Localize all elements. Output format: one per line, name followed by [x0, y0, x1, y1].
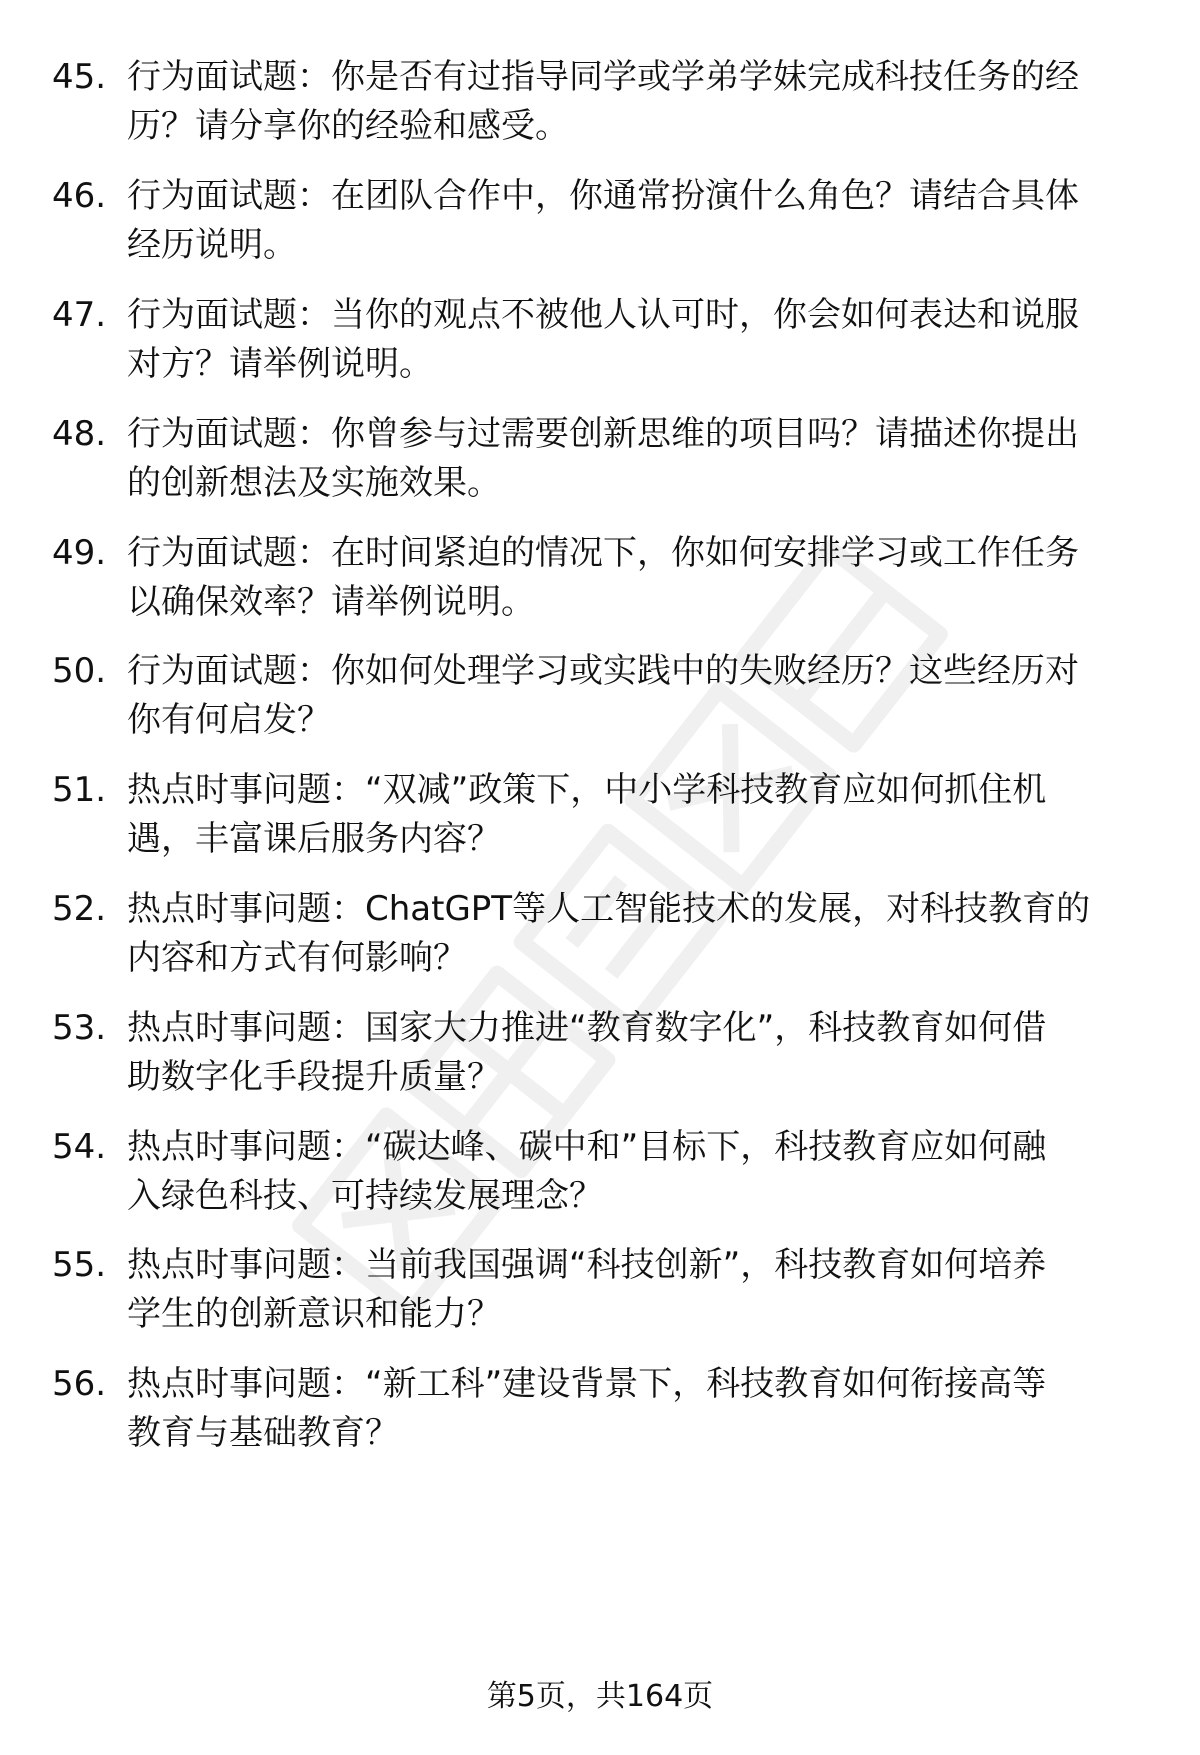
question-number: 49.	[52, 533, 107, 573]
question-number: 52.	[52, 889, 107, 929]
list-item	[52, 409, 1152, 509]
question-text-line: 行为面试题：在团队合作中，你通常扮演什么角色？请结合具体	[127, 176, 1079, 216]
question-text-line: 以确保效率？请举例说明。	[127, 582, 535, 622]
question-text-line: 学生的创新意识和能力？	[127, 1294, 501, 1334]
question-number: 56.	[52, 1364, 107, 1404]
list-item	[52, 1003, 1152, 1103]
question-text-line: 历？请分享你的经验和感受。	[127, 106, 569, 146]
list-item	[52, 528, 1152, 628]
question-text-line: 行为面试题：当你的观点不被他人认可时，你会如何表达和说服	[127, 295, 1079, 335]
question-number: 48.	[52, 414, 107, 454]
question-number: 45.	[52, 57, 107, 97]
question-number: 46.	[52, 176, 107, 216]
question-text-line: 的创新想法及实施效果。	[127, 463, 501, 503]
question-number: 50.	[52, 651, 107, 691]
question-text-line: 热点时事问题：国家大力推进“教育数字化”，科技教育如何借	[127, 1008, 1047, 1048]
question-text-line: 行为面试题：你是否有过指导同学或学弟学妹完成科技任务的经	[127, 57, 1079, 97]
list-item	[52, 765, 1152, 865]
question-text-line: 热点时事问题：“双减”政策下，中小学科技教育应如何抓住机	[127, 770, 1047, 810]
question-text-line: 行为面试题：你如何处理学习或实践中的失败经历？这些经历对	[127, 651, 1079, 691]
list-item	[52, 52, 1152, 152]
question-number: 51.	[52, 770, 107, 810]
question-text-line: 助数字化手段提升质量？	[127, 1057, 501, 1097]
question-number: 55.	[52, 1245, 107, 1285]
question-text-line: 行为面试题：你曾参与过需要创新思维的项目吗？请描述你提出	[127, 414, 1079, 454]
question-text-line: 内容和方式有何影响？	[127, 938, 467, 978]
question-text-line: 热点时事问题：“新工科”建设背景下，科技教育如何衔接高等	[127, 1364, 1047, 1404]
question-text-line: 行为面试题：在时间紧迫的情况下，你如何安排学习或工作任务	[127, 533, 1079, 573]
question-text-line: 对方？请举例说明。	[127, 344, 433, 384]
question-text-line: 遇，丰富课后服务内容？	[127, 819, 501, 859]
list-item	[52, 884, 1152, 984]
page-number-footer: 第5页，共164页	[486, 1679, 714, 1714]
list-item	[52, 171, 1152, 271]
list-item	[52, 1240, 1152, 1340]
question-text-line: 入绿色科技、可持续发展理念？	[127, 1176, 603, 1216]
question-text-line: 热点时事问题：ChatGPT等人工智能技术的发展，对科技教育的	[127, 889, 1091, 929]
question-number: 47.	[52, 295, 107, 335]
question-text-line: 你有何启发？	[127, 700, 331, 740]
question-text-line: 热点时事问题：“碳达峰、碳中和”目标下，科技教育应如何融	[127, 1127, 1047, 1167]
question-number: 54.	[52, 1127, 107, 1167]
question-text-line: 热点时事问题：当前我国强调“科技创新”，科技教育如何培养	[127, 1245, 1047, 1285]
question-text-line: 经历说明。	[127, 225, 297, 265]
question-number: 53.	[52, 1008, 107, 1048]
question-text-line: 教育与基础教育？	[127, 1413, 399, 1453]
list-item	[52, 1359, 1152, 1459]
list-item	[52, 646, 1152, 746]
list-item	[52, 290, 1152, 390]
list-item	[52, 1122, 1152, 1222]
